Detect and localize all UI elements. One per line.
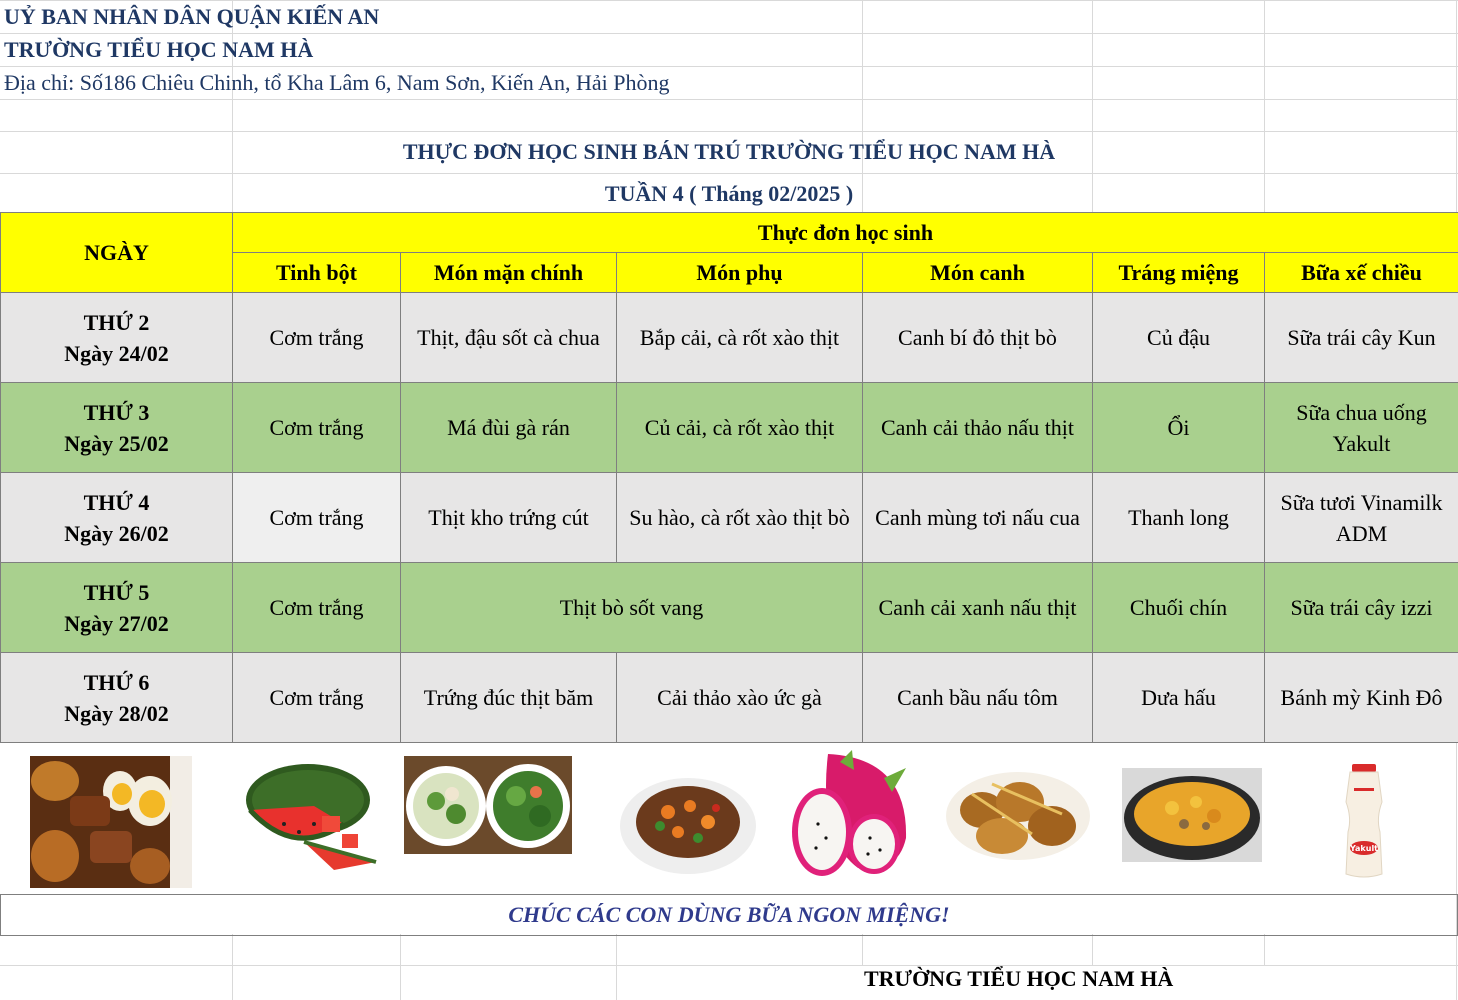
snack-cell: Sữa chua uống Yakult (1265, 383, 1458, 473)
snack-cell: Sữa trái cây izzi (1265, 563, 1458, 653)
column-header: Món mặn chính (401, 253, 617, 293)
table-row (1, 293, 1458, 383)
date: Ngày 27/02 (64, 610, 169, 636)
braised-chicken-image (942, 764, 1094, 862)
dessert-cell: Thanh long (1093, 473, 1265, 563)
starch-cell: Cơm trắng (233, 383, 401, 473)
gridline (616, 934, 617, 1000)
side-dish-cell: Bắp cải, cà rốt xào thịt (617, 293, 863, 383)
gridline (0, 99, 1458, 100)
weekday: THỨ 6 (83, 669, 150, 695)
gridline (1264, 934, 1265, 966)
dessert-cell: Củ đậu (1093, 293, 1265, 383)
gridline (0, 66, 1458, 67)
stir-fried-vegetables-image (618, 756, 758, 880)
main-dish-cell: Má đùi gà rán (401, 383, 617, 473)
committee-name: UỶ BAN NHÂN DÂN QUẬN KIẾN AN (4, 4, 380, 29)
day-column-header: NGÀY (1, 213, 233, 293)
week-label: TUẦN 4 ( Tháng 02/2025 ) (604, 181, 854, 206)
date: Ngày 28/02 (64, 700, 169, 726)
soup-cell: Canh bầu nấu tôm (863, 653, 1093, 743)
weekday: THỨ 2 (83, 309, 150, 335)
menu-table (0, 212, 1458, 743)
gridline (0, 173, 1458, 174)
soup-cell: Canh mùng tơi nấu cua (863, 473, 1093, 563)
day-cell (1, 473, 233, 563)
green-vegetable-soup-image (404, 756, 572, 854)
side-dish-cell: Cải thảo xào ức gà (617, 653, 863, 743)
menu-title: THỰC ĐƠN HỌC SINH BÁN TRÚ TRƯỜNG TIỂU HỌC NAM HÀ (402, 139, 1056, 164)
day-cell (1, 653, 233, 743)
column-header: Bữa xế chiều (1265, 253, 1458, 293)
school-address: Địa chỉ: Số186 Chiêu Chinh, tổ Kha Lâm 6, Nam Sơn, Kiến An, Hải Phòng (4, 70, 670, 95)
main-dish-cell: Thịt kho trứng cút (401, 473, 617, 563)
dessert-cell: Dưa hấu (1093, 653, 1265, 743)
table-row (1, 473, 1458, 563)
school-signature: TRƯỜNG TIỂU HỌC NAM HÀ (864, 966, 1174, 991)
gridline (0, 131, 1458, 132)
yakult-bottle-image (1336, 762, 1392, 882)
soup-cell: Canh cải xanh nấu thịt (863, 563, 1093, 653)
gridline (0, 33, 1458, 34)
gridline (1092, 934, 1093, 966)
date: Ngày 24/02 (64, 340, 169, 366)
weekday: THỨ 3 (83, 399, 150, 425)
dessert-cell: Chuối chín (1093, 563, 1265, 653)
day-cell (1, 293, 233, 383)
table-row (1, 383, 1458, 473)
date: Ngày 26/02 (64, 520, 169, 546)
side-dish-cell: Su hào, cà rốt xào thịt bò (617, 473, 863, 563)
gridline (0, 965, 1458, 966)
table-row (1, 653, 1458, 743)
starch-cell: Cơm trắng (233, 563, 401, 653)
day-cell (1, 563, 233, 653)
main-dish-cell: Thịt, đậu sốt cà chua (401, 293, 617, 383)
food-photos-row (0, 742, 1458, 894)
gridline (232, 934, 233, 1000)
gridline (400, 934, 401, 1000)
side-dish-cell: Củ cải, cà rốt xào thịt (617, 383, 863, 473)
main-dish-cell: Thịt bò sốt vang (401, 563, 863, 653)
day-cell (1, 383, 233, 473)
dessert-cell: Ổi (1093, 383, 1265, 473)
pumpkin-soup-image (1122, 768, 1262, 862)
table-row (1, 563, 1458, 653)
snack-cell: Sữa trái cây Kun (1265, 293, 1458, 383)
school-name: TRƯỜNG TIỂU HỌC NAM HÀ (4, 37, 314, 62)
date: Ngày 25/02 (64, 430, 169, 456)
starch-cell: Cơm trắng (233, 293, 401, 383)
starch-cell: Cơm trắng (233, 473, 401, 563)
column-header: Món canh (863, 253, 1093, 293)
watermelon-image (244, 762, 378, 874)
column-header: Tráng miệng (1093, 253, 1265, 293)
gridline (0, 0, 1458, 1)
gridline (862, 934, 863, 966)
weekday: THỨ 5 (83, 579, 150, 605)
yakult-logo-text: Yakult (1349, 844, 1379, 853)
dragon-fruit-image (788, 748, 912, 878)
wish-banner: CHÚC CÁC CON DÙNG BỮA NGON MIỆNG! (0, 894, 1458, 936)
starch-cell: Cơm trắng (233, 653, 401, 743)
snack-cell: Bánh mỳ Kinh Đô (1265, 653, 1458, 743)
main-dish-cell: Trứng đúc thịt băm (401, 653, 617, 743)
soup-cell: Canh cải thảo nấu thịt (863, 383, 1093, 473)
braised-pork-eggs-image (30, 756, 192, 888)
soup-cell: Canh bí đỏ thịt bò (863, 293, 1093, 383)
weekday: THỨ 4 (83, 489, 150, 515)
column-header: Tinh bột (233, 253, 401, 293)
column-header: Món phụ (617, 253, 863, 293)
snack-cell: Sữa tươi Vinamilk ADM (1265, 473, 1458, 563)
student-menu-header: Thực đơn học sinh (233, 213, 1458, 253)
